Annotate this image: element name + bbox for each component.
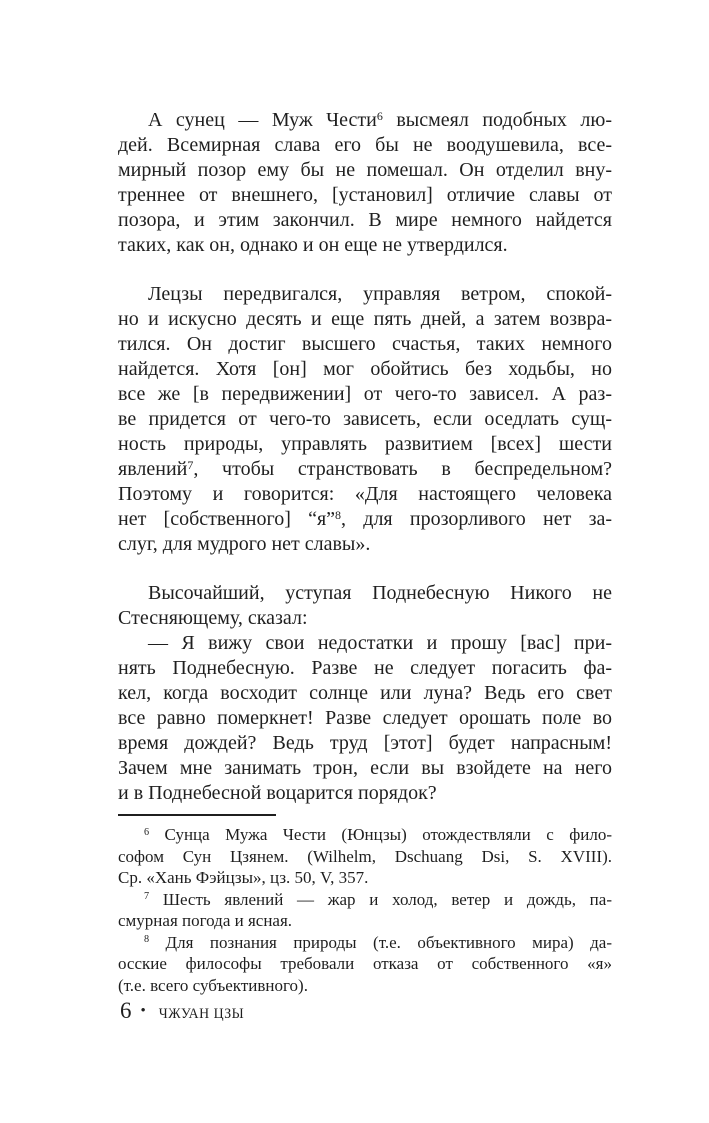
text-line: нять Поднебесную. Разве не следует погасить фа- xyxy=(118,657,612,679)
text-line: Поэтому и говорится: «Для настоящего человека xyxy=(118,483,612,505)
text-line: ность природы, управлять развитием [всех] шести xyxy=(118,433,612,455)
text-line: тился. Он достиг высшего счастья, таких немного xyxy=(118,333,612,355)
text-line: найдется. Хотя [он] мог обойтись без ходьбы, но xyxy=(118,358,612,380)
text-line: кел, когда восходит солнце или луна? Ведь его свет xyxy=(118,682,612,704)
footnote-ref: 6 xyxy=(376,109,383,123)
footnote-6 xyxy=(118,824,612,889)
text-line: Лецзы передвигался, управляя ветром, спокой- xyxy=(148,283,612,305)
text-line: время дождей? Ведь труд [этот] будет напрасным! xyxy=(118,732,612,754)
text-line: нет [собственного] “я”$^8$, для прозорливого нет за- xyxy=(118,508,612,530)
text-line: Стесняющему, сказал: xyxy=(118,607,308,629)
paragraph xyxy=(118,631,612,806)
page-footer xyxy=(120,998,248,1024)
paragraph xyxy=(118,282,612,557)
book-title: ЧЖУАН ЦЗЫ xyxy=(158,1006,245,1022)
text-line: слуг, для мудрого нет славы». xyxy=(118,533,371,555)
footnote-7 xyxy=(118,889,612,932)
text-line: позора, и этим закончил. В мире немного найдется xyxy=(118,209,612,231)
footnote-ref: 7 xyxy=(144,891,150,903)
text-line: $^7$ Шесть явлений — жар и холод, ветер и дождь, па- xyxy=(144,889,612,909)
footnote-8 xyxy=(118,932,612,997)
footnote-ref: 8 xyxy=(335,508,342,522)
text-line: все равно померкнет! Разве следует орошать поле во xyxy=(118,707,612,729)
footnote-separator xyxy=(118,814,276,816)
text-line: дей. Всемирная слава его бы не воодушевила, все- xyxy=(118,134,612,156)
text-line: Высочайший, уступая Поднебесную Никого не xyxy=(148,582,612,604)
text-line: (т.е. всего субъективного). xyxy=(118,975,308,995)
text-line: осские философы требовали отказа от собственного «я» xyxy=(118,954,612,973)
text-line: и в Поднебесной воцарится порядок? xyxy=(118,782,437,804)
footnotes-section xyxy=(118,824,612,996)
text-line: $^8$ Для познания природы (т.е. объективного мира) да- xyxy=(144,932,612,952)
text-line: явлений$^7$, чтобы странствовать в беспредельном? xyxy=(118,458,612,480)
page-number: 6 xyxy=(120,998,132,1023)
body-text xyxy=(118,108,612,806)
footnote-ref: 7 xyxy=(187,458,194,472)
text-line: треннее от внешнего, [установил] отличие славы от xyxy=(118,184,612,206)
text-line: А сунец — Муж Чести$^6$ высмеял подобных лю- xyxy=(148,109,612,131)
text-line: все же [в передвижении] от чего-то зависел. А раз- xyxy=(118,383,612,405)
text-line: — Я вижу свои недостатки и прошу [вас] при- xyxy=(148,632,612,654)
text-line: Ср. «Хань Фэйцзы», цз. 50, V, 357. xyxy=(118,868,369,887)
text-line: смурная погода и ясная. xyxy=(118,911,293,930)
text-line: таких, как он, однако и он еще не утвердился. xyxy=(118,234,508,256)
footnote-ref: 8 xyxy=(144,934,150,946)
paragraph xyxy=(118,581,612,631)
text-line: $^6$ Сунца Мужа Чести (Юнцзы) отождествляли с фило- xyxy=(144,825,612,844)
paragraph xyxy=(118,108,612,258)
text-line: но и искусно десять и еще пять дней, а затем возвра- xyxy=(118,308,612,330)
page-content xyxy=(118,108,612,996)
footnote-ref: 6 xyxy=(144,826,150,838)
text-line: ве придется от чего-то зависеть, если оседлать сущ- xyxy=(118,408,612,430)
text-line: софом Сун Цзянем. (Wilhelm, Dschuang Dsi, S. XVIII). xyxy=(118,846,612,866)
footer-bullet-icon: • xyxy=(140,1003,146,1019)
text-line: Зачем мне занимать трон, если вы взойдете на него xyxy=(118,757,612,779)
text-line: мирный позор ему бы не помешал. Он отделил вну- xyxy=(118,159,612,181)
